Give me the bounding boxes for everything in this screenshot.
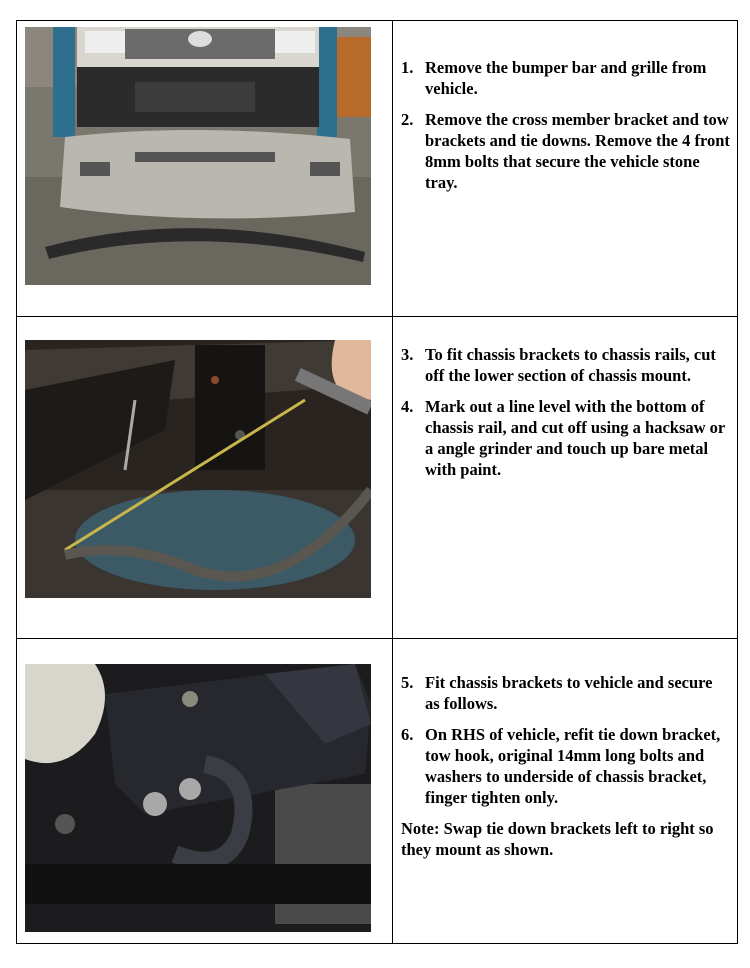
step-number: 5. (401, 673, 414, 692)
chassis-bracket-photo (25, 664, 371, 932)
instruction-text (401, 672, 731, 860)
step-text: Remove the cross member bracket and tow brackets and tie downs. Remove the 4 front 8mm bolts that secure the vehicle stone tray. (425, 110, 730, 192)
note-text: Note: Swap tie down brackets left to right so they mount as shown. (401, 819, 714, 859)
chassis-rail-photo (25, 340, 371, 598)
step-number: 4. (401, 397, 414, 416)
step-text: To fit chassis brackets to chassis rails, cut off the lower section of chassis mount. (425, 345, 716, 385)
step-item (401, 672, 731, 714)
instruction-text (401, 57, 731, 203)
instruction-row-2 (17, 317, 737, 639)
step-number: 1. (401, 58, 414, 77)
instruction-table (16, 20, 738, 944)
step-text: On RHS of vehicle, refit tie down bracket, tow hook, original 14mm long bolts and washers to underside of chassis bracket, finger tighten only. (425, 725, 721, 807)
instruction-row-3 (17, 639, 737, 943)
step-item (401, 344, 731, 386)
step-number: 3. (401, 345, 414, 364)
step-item (401, 724, 731, 808)
instruction-row-1 (17, 21, 737, 317)
step-item (401, 109, 731, 193)
step-number: 6. (401, 725, 414, 744)
step-number: 2. (401, 110, 414, 129)
step-item (401, 396, 731, 480)
bumper-removal-photo (25, 27, 371, 285)
step-text: Remove the bumper bar and grille from vehicle. (425, 58, 707, 98)
step-item (401, 57, 731, 99)
step-text: Mark out a line level with the bottom of chassis rail, and cut off using a hacksaw or a angle grinder and touch up bare metal with paint. (425, 397, 725, 479)
instruction-text (401, 344, 731, 490)
step-text: Fit chassis brackets to vehicle and secure as follows. (425, 673, 713, 713)
